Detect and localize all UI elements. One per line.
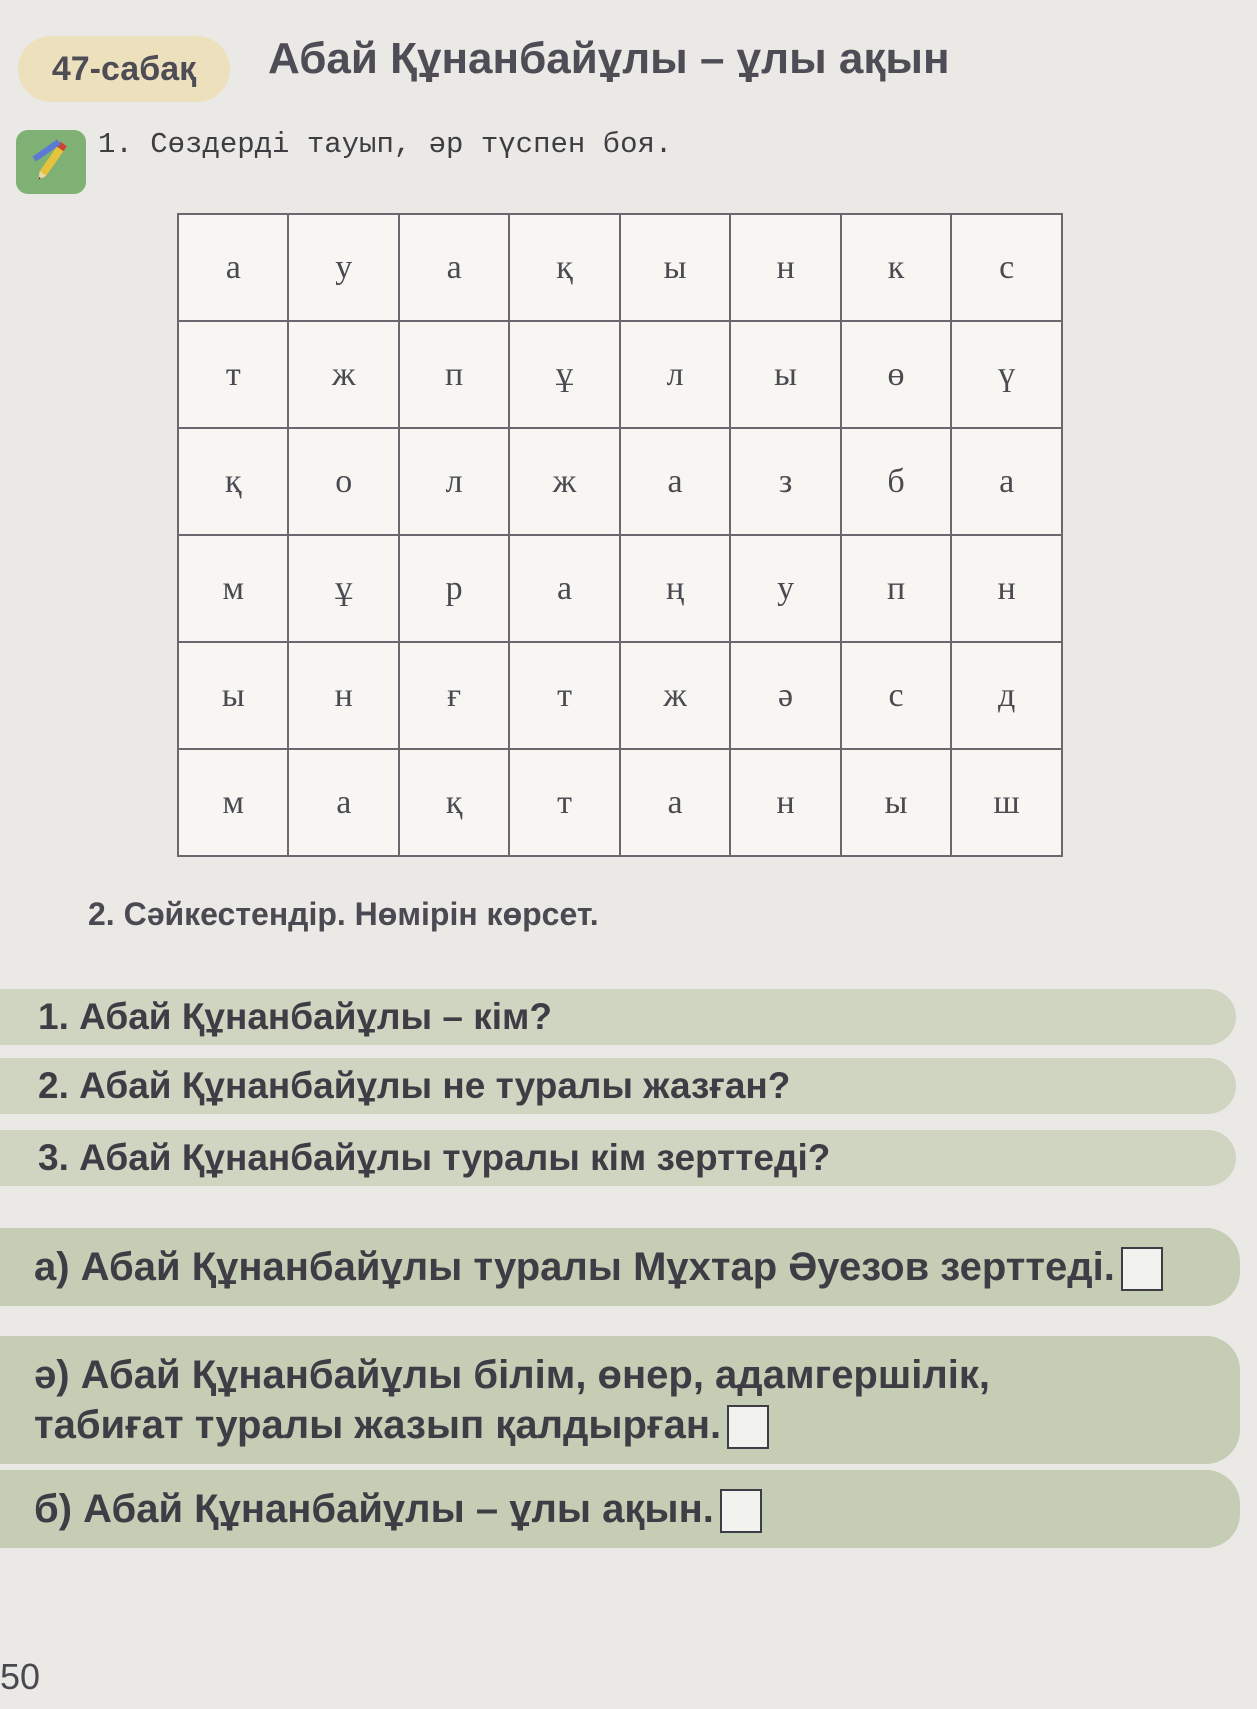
grid-cell[interactable]: ж — [509, 428, 620, 535]
grid-cell[interactable]: у — [730, 535, 840, 642]
grid-cell[interactable]: м — [178, 535, 288, 642]
grid-cell[interactable]: а — [288, 749, 399, 856]
grid-cell[interactable]: п — [399, 321, 509, 428]
grid-cell[interactable]: ж — [620, 642, 731, 749]
answer-a — [0, 1228, 1240, 1306]
grid-cell[interactable]: қ — [178, 428, 288, 535]
lesson-badge: 47-сабақ — [18, 36, 230, 102]
answer-b — [0, 1470, 1240, 1548]
grid-cell[interactable]: ы — [730, 321, 840, 428]
answer-b-text: б) Абай Құнанбайұлы – ұлы ақын. — [34, 1487, 714, 1531]
grid-cell[interactable]: ө — [841, 321, 951, 428]
grid-cell[interactable]: ы — [620, 214, 731, 321]
grid-row — [178, 214, 1062, 321]
grid-row — [178, 321, 1062, 428]
grid-cell[interactable]: р — [399, 535, 509, 642]
grid-cell[interactable]: ш — [951, 749, 1062, 856]
question-2: 2. Абай Құнанбайұлы не туралы жазған? — [0, 1058, 1236, 1114]
grid-cell[interactable]: у — [288, 214, 399, 321]
word-search-grid — [177, 213, 1063, 857]
grid-cell[interactable]: н — [288, 642, 399, 749]
grid-cell[interactable]: ә — [730, 642, 840, 749]
grid-cell[interactable]: ы — [178, 642, 288, 749]
grid-cell[interactable]: д — [951, 642, 1062, 749]
grid-cell[interactable]: а — [178, 214, 288, 321]
grid-cell[interactable]: з — [730, 428, 840, 535]
grid-cell[interactable]: с — [951, 214, 1062, 321]
grid-cell[interactable]: о — [288, 428, 399, 535]
grid-cell[interactable]: а — [620, 749, 731, 856]
grid-cell[interactable]: қ — [399, 749, 509, 856]
answer-a-checkbox[interactable] — [1121, 1247, 1163, 1291]
grid-row — [178, 428, 1062, 535]
answer-ae-text-line2: табиғат туралы жазып қалдырған. — [34, 1403, 722, 1447]
grid-cell[interactable]: қ — [509, 214, 620, 321]
question-1: 1. Абай Құнанбайұлы – кім? — [0, 989, 1236, 1045]
grid-cell[interactable]: м — [178, 749, 288, 856]
lesson-title: Абай Құнанбайұлы – ұлы ақын — [268, 34, 950, 83]
grid-cell[interactable]: ң — [620, 535, 731, 642]
grid-cell[interactable]: л — [620, 321, 731, 428]
answer-ae — [0, 1336, 1240, 1464]
grid-row — [178, 642, 1062, 749]
grid-cell[interactable]: ү — [951, 321, 1062, 428]
grid-cell[interactable]: п — [841, 535, 951, 642]
grid-cell[interactable]: н — [951, 535, 1062, 642]
grid-cell[interactable]: а — [399, 214, 509, 321]
grid-row — [178, 749, 1062, 856]
answer-ae-checkbox[interactable] — [727, 1405, 769, 1449]
grid-cell[interactable]: т — [178, 321, 288, 428]
task1-title: 1. Сөздерді тауып, әр түспен боя. — [98, 128, 673, 161]
page-number: 50 — [0, 1656, 41, 1697]
grid-cell[interactable]: а — [951, 428, 1062, 535]
grid-cell[interactable]: а — [509, 535, 620, 642]
answer-b-checkbox[interactable] — [720, 1489, 762, 1533]
pencil-icon — [16, 130, 86, 194]
grid-cell[interactable]: ұ — [288, 535, 399, 642]
grid-cell[interactable]: а — [620, 428, 731, 535]
grid-row — [178, 535, 1062, 642]
grid-cell[interactable]: ұ — [509, 321, 620, 428]
grid-cell[interactable]: ж — [288, 321, 399, 428]
task2-title: 2. Сәйкестендір. Нөмірін көрсет. — [88, 896, 599, 932]
grid-cell[interactable]: ғ — [399, 642, 509, 749]
grid-cell[interactable]: к — [841, 214, 951, 321]
grid-cell[interactable]: н — [730, 214, 840, 321]
grid-cell[interactable]: т — [509, 749, 620, 856]
answer-a-text: а) Абай Құнанбайұлы туралы Мұхтар Әуезов зерттеді. — [34, 1245, 1115, 1289]
grid-cell[interactable]: б — [841, 428, 951, 535]
grid-cell[interactable]: т — [509, 642, 620, 749]
grid-cell[interactable]: ы — [841, 749, 951, 856]
grid-cell[interactable]: н — [730, 749, 840, 856]
grid-cell[interactable]: л — [399, 428, 509, 535]
answer-ae-text-line1: ә) Абай Құнанбайұлы білім, өнер, адамгершілік, — [34, 1353, 990, 1397]
question-3: 3. Абай Құнанбайұлы туралы кім зерттеді? — [0, 1130, 1236, 1186]
grid-cell[interactable]: с — [841, 642, 951, 749]
